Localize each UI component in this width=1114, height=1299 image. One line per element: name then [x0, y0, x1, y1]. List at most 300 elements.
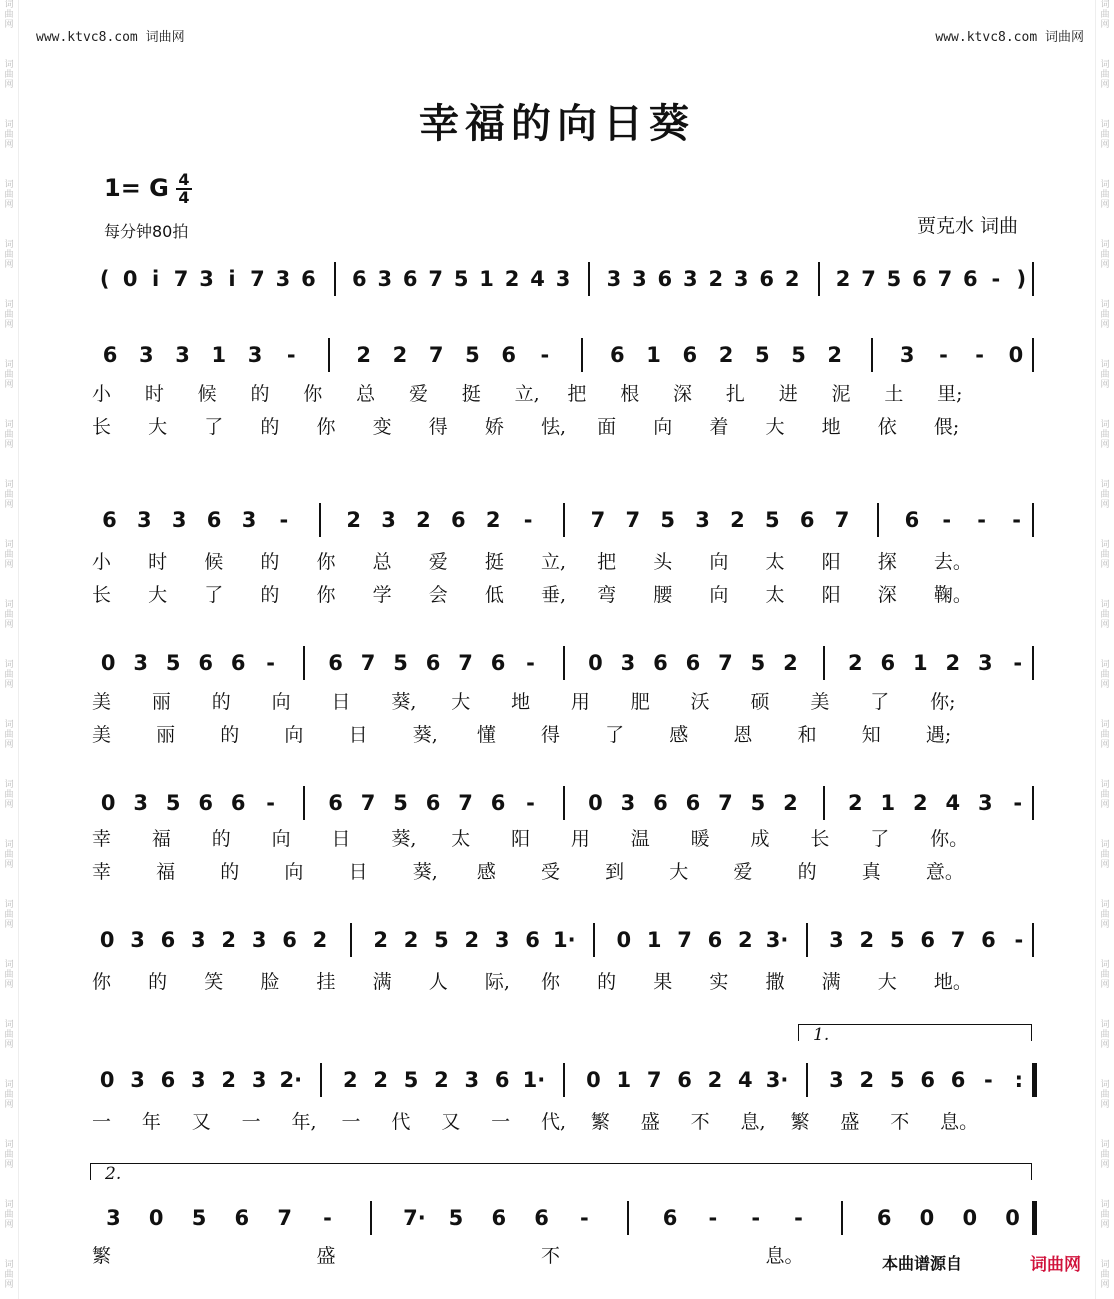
- lyric-syllable: 美: [92, 724, 112, 746]
- note: 4: [530, 267, 545, 291]
- note: -: [286, 343, 296, 367]
- note: 6: [920, 928, 935, 952]
- note: 7·: [403, 1206, 426, 1230]
- note: 5: [886, 267, 902, 291]
- edge-watermark-text: 词曲网: [4, 300, 14, 330]
- note: 2: [504, 267, 520, 291]
- note: 0: [100, 651, 116, 675]
- note: 1: [912, 651, 928, 675]
- end-bar-line: [1032, 338, 1034, 372]
- lyric-syllable: 深: [877, 584, 897, 606]
- note: 6: [707, 928, 723, 952]
- lyric-syllable: 太: [765, 551, 785, 573]
- lyric-syllable: 长: [92, 584, 112, 606]
- lyric-syllable: 用: [570, 828, 590, 850]
- note: 3: [191, 1068, 206, 1092]
- edge-watermark-text: 词曲网: [1100, 360, 1110, 390]
- lyric-line: [0, 381, 1114, 407]
- lyric-syllable: 息,: [740, 1111, 766, 1133]
- note: 5: [403, 1068, 419, 1092]
- note: 3: [191, 928, 206, 952]
- note: 3: [620, 791, 636, 815]
- note: 3: [133, 791, 149, 815]
- lyric-syllable: 了: [204, 416, 224, 438]
- edge-watermark-text: 词曲网: [1100, 900, 1110, 930]
- lyric-syllable: 一: [241, 1111, 261, 1133]
- note: 6: [525, 928, 540, 952]
- lyric-syllable: 爱: [733, 861, 753, 883]
- lyric-line: [0, 859, 1114, 885]
- note: 1: [880, 791, 896, 815]
- lyric-syllable: 撒: [765, 971, 785, 993]
- lyric-syllable: 候: [204, 551, 224, 573]
- lyric-syllable: 你: [541, 971, 561, 993]
- lyric-syllable: 扎: [725, 383, 745, 405]
- note: 7: [950, 928, 966, 952]
- end-bar-line: [1032, 923, 1034, 957]
- lyric-syllable: 意。: [925, 861, 964, 883]
- note: :: [1014, 1068, 1023, 1092]
- lyric-syllable: 遇;: [925, 724, 952, 746]
- note: 7: [718, 791, 733, 815]
- note: -: [991, 267, 1001, 291]
- lyric-syllable: 福: [156, 861, 176, 883]
- lyric-syllable: 受: [541, 861, 561, 883]
- note: 5: [765, 508, 780, 532]
- lyric-syllable: 总: [372, 551, 392, 573]
- end-bar-line: [1032, 646, 1034, 680]
- note: -: [1013, 791, 1023, 815]
- lyric-syllable: 又: [191, 1111, 211, 1133]
- note: -: [975, 343, 984, 367]
- edge-watermark-text: 词曲网: [1100, 960, 1110, 990]
- edge-watermark-text: 词曲网: [1100, 540, 1110, 570]
- note: (: [99, 267, 110, 291]
- composer-credit: 贾克水 词曲: [916, 215, 1018, 237]
- lyric-syllable: 根: [620, 383, 640, 405]
- note: 6: [206, 508, 222, 532]
- bar-line: [563, 646, 565, 680]
- note: 2: [485, 508, 501, 532]
- edge-watermark-text: 词曲网: [1100, 840, 1110, 870]
- lyric-syllable: 大: [669, 861, 689, 883]
- edge-watermark-text: 词曲网: [4, 720, 14, 750]
- note: 1·: [522, 1068, 546, 1092]
- lyric-syllable: 候: [197, 383, 217, 405]
- note: 2: [416, 508, 431, 532]
- lyric-syllable: 丽: [156, 724, 176, 746]
- note: 6: [352, 267, 367, 291]
- edge-watermark-text: 词曲网: [1100, 1260, 1110, 1290]
- lyric-syllable: 懂: [476, 724, 496, 746]
- note: 0: [588, 651, 603, 675]
- lyric-syllable: 人: [428, 971, 448, 993]
- note: 2: [346, 508, 361, 532]
- lyric-syllable: 你: [316, 416, 336, 438]
- note: -: [1012, 508, 1021, 532]
- edge-watermark-text: 词曲网: [4, 480, 14, 510]
- bar-line: [581, 338, 583, 372]
- note: 3: [251, 928, 267, 952]
- note: 2: [859, 1068, 875, 1092]
- note: 3: [977, 651, 993, 675]
- edge-watermark-text: 词曲网: [4, 1020, 14, 1050]
- lyric-syllable: 地: [511, 691, 531, 713]
- note: 6: [981, 928, 996, 952]
- note: 0: [588, 791, 603, 815]
- lyric-syllable: 暖: [690, 828, 710, 850]
- lyric-syllable: 恩: [733, 724, 753, 746]
- lyric-syllable: 脸: [260, 971, 280, 993]
- end-bar-line: [1032, 786, 1034, 820]
- edge-watermark-text: 词曲网: [4, 360, 14, 390]
- edge-watermark-text: 词曲网: [4, 0, 14, 30]
- note: 6: [494, 1068, 510, 1092]
- lyric-syllable: 向: [271, 828, 291, 850]
- lyric-syllable: 挺: [484, 551, 504, 573]
- note: 6: [160, 1068, 176, 1092]
- note: 3: [247, 343, 263, 367]
- lyric-syllable: 年,: [291, 1111, 317, 1133]
- note: 7: [428, 267, 443, 291]
- lyric-syllable: 阳: [511, 828, 531, 850]
- note: 2: [835, 267, 851, 291]
- lyric-syllable: 总: [356, 383, 376, 405]
- note: 5: [448, 1206, 464, 1230]
- lyric-syllable: 幸: [92, 828, 112, 850]
- lyric-syllable: 小: [92, 551, 112, 573]
- end-bar-line: [1032, 503, 1034, 537]
- note: 3·: [765, 928, 789, 952]
- lyric-syllable: 娇: [484, 416, 504, 438]
- lyric-syllable: 挂: [316, 971, 336, 993]
- note: 7: [360, 791, 376, 815]
- note: 1: [211, 343, 227, 367]
- note: 2: [342, 1068, 358, 1092]
- note: 3: [682, 267, 698, 291]
- lyric-syllable: 的: [260, 584, 280, 606]
- note: -: [751, 1206, 761, 1230]
- lyric-syllable: 挺: [461, 383, 481, 405]
- bar-line: [806, 923, 808, 957]
- end-bar-line: [1032, 1201, 1037, 1235]
- note: 2: [356, 343, 372, 367]
- note: 3: [171, 508, 187, 532]
- note: i: [152, 267, 160, 291]
- lyric-syllable: 的: [148, 971, 168, 993]
- lyric-syllable: 土: [884, 383, 904, 405]
- lyric-syllable: 到: [605, 861, 625, 883]
- lyric-syllable: 太: [765, 584, 785, 606]
- edge-watermark-text: 词曲网: [4, 900, 14, 930]
- lyric-syllable: 的: [220, 724, 240, 746]
- bar-line: [334, 262, 336, 296]
- note: 2: [783, 651, 798, 675]
- edge-watermark-text: 词曲网: [4, 1200, 14, 1230]
- bar-line: [303, 646, 305, 680]
- note: 7: [646, 1068, 662, 1092]
- edge-watermark-text: 词曲网: [4, 540, 14, 570]
- lyric-syllable: 不: [541, 1245, 561, 1267]
- lyric-syllable: 一: [92, 1111, 112, 1133]
- edge-watermark-text: 词曲网: [1100, 240, 1110, 270]
- note: 2: [392, 343, 408, 367]
- volta-second-ending: 2.: [90, 1163, 1032, 1180]
- edge-watermark-text: 词曲网: [4, 840, 14, 870]
- note: 2: [434, 1068, 449, 1092]
- note: 5: [889, 1068, 905, 1092]
- note: 6: [451, 508, 466, 532]
- lyric-syllable: 头: [653, 551, 673, 573]
- note: 2: [707, 1068, 723, 1092]
- note: 6: [230, 791, 246, 815]
- note: 7: [173, 267, 189, 291]
- note: 4: [738, 1068, 753, 1092]
- lyric-syllable: 盛: [316, 1245, 336, 1267]
- note: 6: [501, 343, 516, 367]
- note: 3: [555, 267, 571, 291]
- lyric-syllable: 的: [211, 691, 231, 713]
- note: 7: [250, 267, 265, 291]
- key-signature: 1= G: [104, 174, 169, 202]
- note: 3: [606, 267, 622, 291]
- note: 6: [490, 791, 506, 815]
- edge-watermark-text: 词曲网: [1100, 480, 1110, 510]
- note: 3: [130, 928, 145, 952]
- lyric-syllable: 温: [630, 828, 650, 850]
- lyric-syllable: 果: [653, 971, 673, 993]
- lyric-syllable: 的: [260, 551, 280, 573]
- lyric-syllable: 进: [778, 383, 798, 405]
- note: 0: [99, 1068, 115, 1092]
- bar-line: [593, 923, 595, 957]
- lyric-syllable: 繁: [790, 1111, 810, 1133]
- lyric-syllable: 的: [260, 416, 280, 438]
- note: 5: [750, 791, 766, 815]
- lyric-syllable: 你: [316, 551, 336, 573]
- note: 6: [102, 508, 117, 532]
- site-url-left: www.ktvc8.com 词曲网: [36, 30, 185, 45]
- note: -: [526, 791, 535, 815]
- note: -: [526, 651, 535, 675]
- lyric-syllable: 面: [597, 416, 617, 438]
- lyric-syllable: 一: [341, 1111, 361, 1133]
- lyric-syllable: 日: [348, 724, 368, 746]
- bar-line: [818, 262, 820, 296]
- lyric-line: [0, 826, 1114, 852]
- lyric-syllable: 你: [303, 383, 323, 405]
- lyric-syllable: 用: [570, 691, 590, 713]
- note: 5: [750, 651, 766, 675]
- note: 1·: [553, 928, 576, 952]
- score-row: [0, 262, 1114, 296]
- note: 2·: [279, 1068, 303, 1092]
- edge-watermark-text: 词曲网: [1100, 1140, 1110, 1170]
- note: 3: [377, 267, 393, 291]
- note: 3: [275, 267, 291, 291]
- note: 3: [133, 651, 149, 675]
- lyric-syllable: 爱: [428, 551, 448, 573]
- end-bar-line: [1032, 1063, 1037, 1097]
- note: 6: [920, 1068, 935, 1092]
- lyric-syllable: 肥: [630, 691, 650, 713]
- lyric-syllable: 大: [148, 416, 168, 438]
- note: -: [580, 1206, 589, 1230]
- lyric-syllable: 丽: [151, 691, 171, 713]
- lyric-syllable: 探: [877, 551, 897, 573]
- note: 3: [130, 1068, 145, 1092]
- note: 2: [738, 928, 753, 952]
- volta-first-ending: 1.: [798, 1024, 1032, 1041]
- note: 7: [677, 928, 692, 952]
- note: -: [1014, 928, 1024, 952]
- lyric-syllable: 太: [451, 828, 471, 850]
- note: 6: [662, 1206, 678, 1230]
- score-row: [0, 1201, 1114, 1235]
- lyric-syllable: 的: [211, 828, 231, 850]
- lyric-syllable: 大: [877, 971, 897, 993]
- lyric-syllable: 变: [372, 416, 392, 438]
- lyric-syllable: 大: [451, 691, 471, 713]
- edge-watermark-text: 词曲网: [1100, 1080, 1110, 1110]
- lyric-syllable: 向: [653, 416, 673, 438]
- note: 5: [393, 651, 408, 675]
- edge-watermark-text: 词曲网: [1100, 1020, 1110, 1050]
- note: 7: [428, 343, 444, 367]
- edge-watermark-text: 词曲网: [4, 660, 14, 690]
- note: 3: [199, 267, 214, 291]
- lyric-syllable: 向: [284, 861, 304, 883]
- note: 7: [937, 267, 953, 291]
- note: 6: [328, 651, 343, 675]
- bar-line: [841, 1201, 843, 1235]
- lyric-syllable: 际,: [484, 971, 510, 993]
- note: 6: [799, 508, 815, 532]
- lyric-syllable: 向: [271, 691, 291, 713]
- edge-watermark-text: 词曲网: [1100, 420, 1110, 450]
- note: 2: [848, 791, 863, 815]
- lyric-syllable: 沃: [690, 691, 710, 713]
- lyric-syllable: 盛: [840, 1111, 860, 1133]
- lyric-syllable: 你: [316, 584, 336, 606]
- note: 5: [465, 343, 480, 367]
- edge-watermark-text: 词曲网: [1100, 120, 1110, 150]
- note: 6: [230, 651, 246, 675]
- note: 3: [829, 928, 844, 952]
- bar-line: [588, 262, 590, 296]
- note: 6: [234, 1206, 250, 1230]
- note: 6: [685, 791, 701, 815]
- lyric-syllable: 代,: [541, 1111, 567, 1133]
- note: 6: [160, 928, 176, 952]
- lyric-syllable: 和: [797, 724, 817, 746]
- note: 3: [494, 928, 510, 952]
- lyric-line: [0, 582, 1114, 608]
- note: 5: [393, 791, 408, 815]
- note: 6: [402, 267, 418, 291]
- note: 6: [490, 651, 506, 675]
- note: 6: [301, 267, 316, 291]
- lyric-syllable: 满: [821, 971, 841, 993]
- lyric-line: [0, 969, 1114, 995]
- note: 5: [165, 651, 181, 675]
- lyric-syllable: 不: [890, 1111, 910, 1133]
- note: -: [977, 508, 987, 532]
- lyric-syllable: 阳: [821, 584, 841, 606]
- edge-watermark-text: 词曲网: [1100, 600, 1110, 630]
- edge-watermark-text: 词曲网: [4, 600, 14, 630]
- note: 3: [251, 1068, 267, 1092]
- lyric-syllable: 立,: [541, 551, 567, 573]
- lyric-syllable: 感: [669, 724, 689, 746]
- lyric-syllable: 爱: [408, 383, 428, 405]
- lyric-syllable: 深: [673, 383, 693, 405]
- lyric-syllable: 幸: [92, 861, 112, 883]
- lyric-syllable: 满: [372, 971, 392, 993]
- edge-watermark-text: 词曲网: [1100, 1200, 1110, 1230]
- note: 3: [241, 508, 257, 532]
- note: 5: [889, 928, 905, 952]
- lyric-line: [0, 689, 1114, 715]
- note: 6: [677, 1068, 692, 1092]
- note: 3: [106, 1206, 121, 1230]
- lyric-line: [0, 549, 1114, 575]
- edge-watermark-text: 词曲网: [4, 180, 14, 210]
- lyric-syllable: 又: [441, 1111, 461, 1133]
- bar-line: [320, 1063, 322, 1097]
- edge-watermark-text: 词曲网: [1100, 300, 1110, 330]
- note: 0: [919, 1206, 935, 1230]
- lyric-syllable: 的: [220, 861, 240, 883]
- lyric-syllable: 去。: [933, 551, 972, 573]
- note: 5: [453, 267, 469, 291]
- note: -: [942, 508, 952, 532]
- lyric-syllable: 笑: [204, 971, 224, 993]
- source-label: 本曲谱源自: [882, 1254, 963, 1273]
- bar-line: [806, 1063, 808, 1097]
- note: 3: [829, 1068, 844, 1092]
- song-title: 幸福的向日葵: [419, 100, 695, 147]
- bar-line: [563, 1063, 565, 1097]
- note: 2: [912, 791, 928, 815]
- end-bar-line: [1032, 262, 1034, 296]
- lyric-syllable: 你;: [930, 691, 956, 713]
- lyric-syllable: 了: [605, 724, 625, 746]
- edge-watermark-text: 词曲网: [4, 240, 14, 270]
- note: 2: [403, 928, 419, 952]
- note: 2: [312, 928, 328, 952]
- note: 7: [718, 651, 733, 675]
- lyric-syllable: 时: [148, 551, 168, 573]
- bar-line: [303, 786, 305, 820]
- note: 2: [945, 651, 961, 675]
- bar-line: [350, 923, 352, 957]
- lyric-syllable: 偎;: [933, 416, 960, 438]
- note: 3: [695, 508, 710, 532]
- note: 3: [137, 508, 152, 532]
- note: 2: [708, 267, 724, 291]
- note: 3: [139, 343, 154, 367]
- note: -: [266, 651, 275, 675]
- time-signature: 4 4: [176, 172, 192, 206]
- note: 2: [827, 343, 843, 367]
- note: 6: [282, 928, 297, 952]
- lyric-syllable: 时: [144, 383, 164, 405]
- edge-watermark-text: 词曲网: [1100, 660, 1110, 690]
- note: 1: [646, 928, 662, 952]
- note: 3: [381, 508, 396, 532]
- note: 5: [791, 343, 806, 367]
